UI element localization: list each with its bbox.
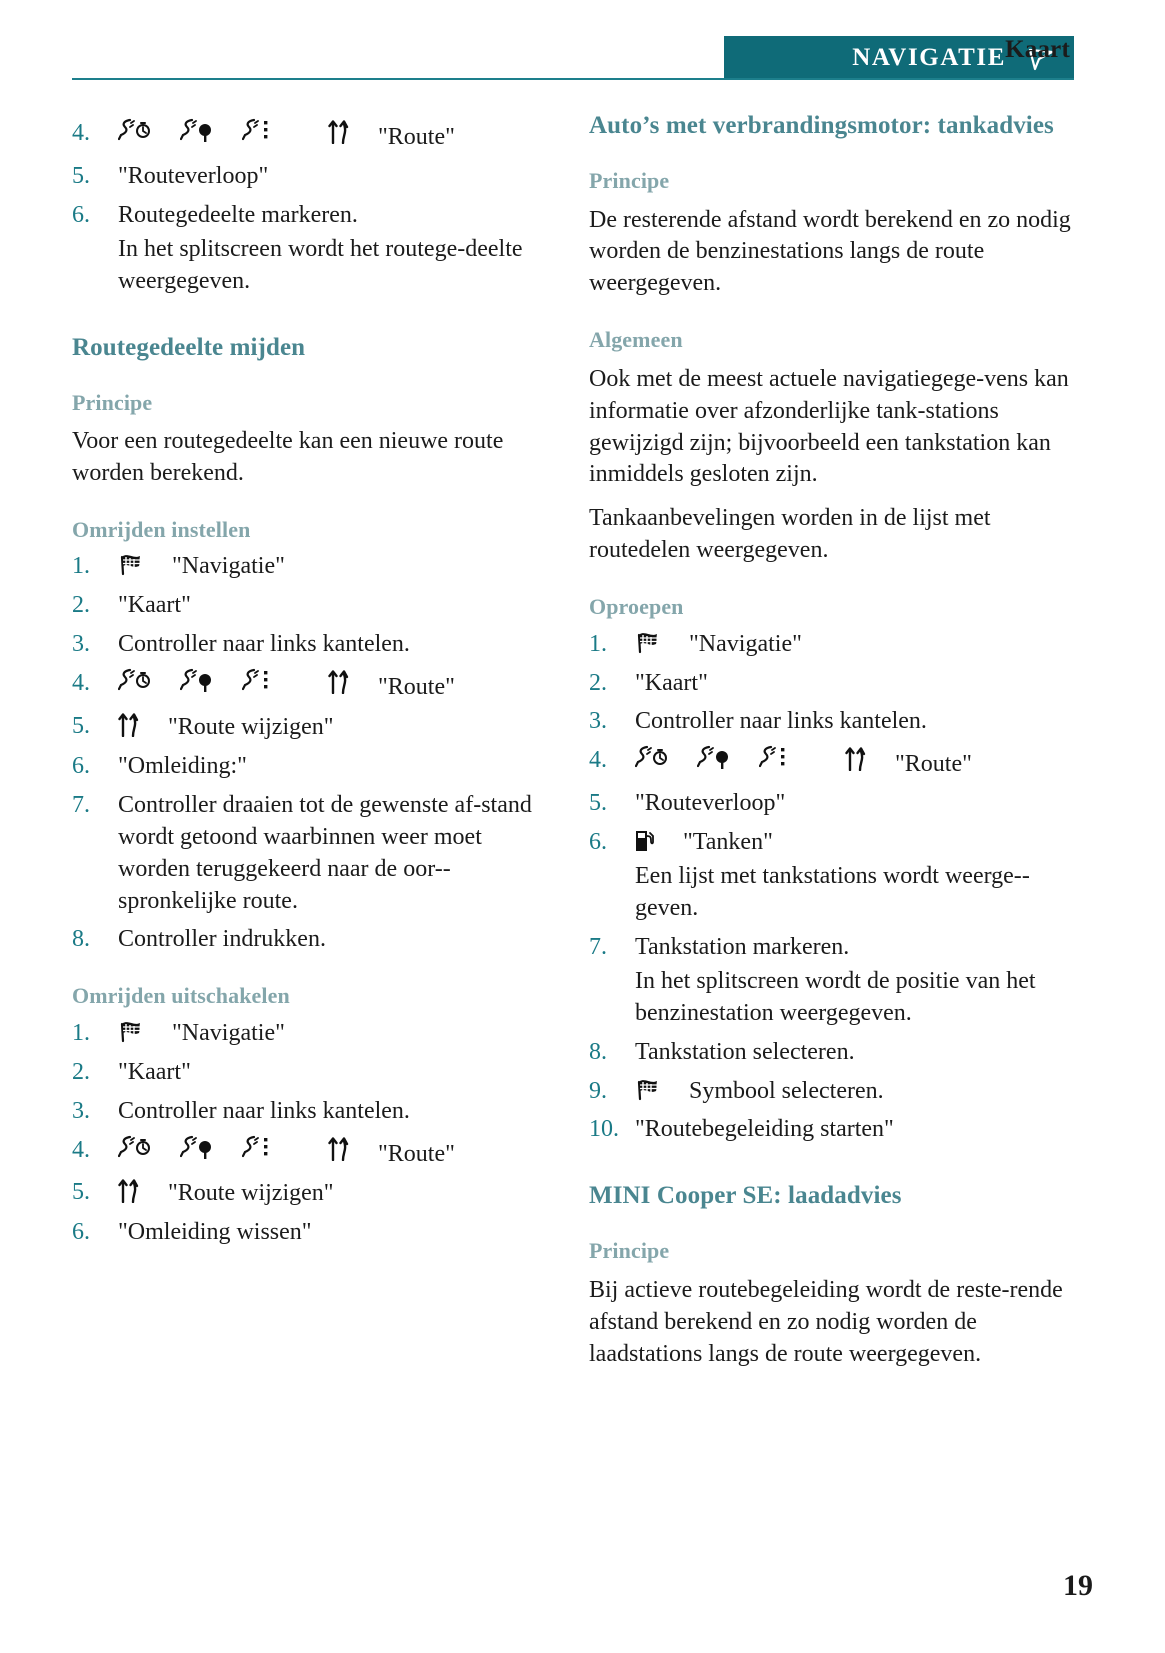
list-item — [72, 551, 542, 583]
step-label: "Navigatie" — [172, 1019, 285, 1046]
list-item — [589, 706, 1074, 738]
route-fork-icon — [328, 1135, 350, 1161]
step-number: 2. — [72, 1058, 90, 1085]
step-number: 1. — [72, 553, 90, 580]
step-label: "Route" — [895, 751, 972, 778]
step-content — [118, 1135, 542, 1171]
list-item — [589, 1076, 1074, 1108]
step-content — [118, 551, 542, 583]
step-number: 3. — [589, 708, 607, 735]
checkered-flag-icon — [118, 552, 144, 576]
step-number: 10. — [589, 1116, 619, 1143]
page-topic-label: Kaart — [1005, 36, 1070, 63]
left-column — [72, 110, 542, 1249]
step-number: 4. — [72, 120, 90, 146]
route-fork-icon — [328, 668, 350, 694]
step-number: 2. — [589, 669, 607, 696]
route-fork-icon — [328, 118, 350, 144]
section-heading-routegedeelte-mijden: Routegedeelte mijden — [72, 333, 306, 361]
principe-paragraph: Bij actieve routebegeleiding wordt de reste-rende afstand berekend en zo nodig worden de laadstations langs de route weergegeven. — [589, 1276, 1063, 1367]
winding-road-tree-icon — [180, 1135, 214, 1161]
step-label: "Routebegeleiding starten" — [635, 1116, 894, 1143]
icon-group — [118, 668, 350, 694]
list-item — [72, 629, 542, 661]
step-number: 4. — [589, 747, 607, 774]
step-number: 6. — [72, 1219, 90, 1246]
winding-road-dots-icon — [242, 668, 276, 694]
winding-road-dots-icon — [242, 118, 276, 144]
step-content — [635, 827, 1074, 859]
subheading-principe: Principe — [589, 1238, 670, 1264]
step-label: Tankstation markeren. — [635, 933, 850, 960]
step-label: "Route" — [378, 674, 455, 701]
step-content — [118, 1018, 542, 1050]
icon-group — [118, 118, 350, 144]
winding-road-dots-icon — [242, 1135, 276, 1161]
step-content — [118, 668, 542, 704]
list-item — [72, 924, 542, 956]
step-content — [635, 1076, 1074, 1108]
list-item — [72, 1177, 542, 1210]
route-fork-icon — [845, 745, 867, 771]
list-item — [72, 590, 542, 622]
step-content — [635, 745, 1074, 781]
list-item-note — [589, 966, 1074, 1030]
list-item — [72, 1018, 542, 1050]
icon-group — [635, 745, 867, 771]
step-label: "Omleiding wissen" — [118, 1219, 312, 1246]
winding-road-tree-icon — [180, 668, 214, 694]
step-number: 6. — [589, 829, 607, 856]
right-column — [589, 110, 1074, 1371]
list-item — [72, 1057, 542, 1089]
winding-road-tree-icon — [697, 745, 731, 771]
list-item — [72, 751, 542, 783]
list-item-note — [72, 234, 542, 298]
step-number: 4. — [72, 1136, 90, 1163]
step-note: In het splitscreen wordt de positie van het benzinestation weergegeven. — [635, 967, 1036, 1026]
step-label: "Kaart" — [118, 1058, 191, 1085]
step-number: 1. — [589, 630, 607, 657]
step-number: 5. — [589, 790, 607, 817]
indent-spacer — [589, 966, 635, 1030]
step-note: In het splitscreen wordt het routege-deelte weergegeven. — [118, 235, 523, 294]
winding-road-clock-icon — [118, 118, 152, 144]
subheading-omrijden-instellen: Omrijden instellen — [72, 516, 251, 542]
step-content — [635, 629, 1074, 661]
step-label: "Route wijzigen" — [168, 1180, 334, 1207]
list-item — [589, 1037, 1074, 1069]
step-label: "Route wijzigen" — [168, 713, 334, 740]
list-item — [589, 745, 1074, 781]
step-label: "Tanken" — [683, 829, 773, 856]
principe-paragraph: De resterende afstand wordt berekend en zo nodig worden de benzinestations langs de route weergegeven. — [589, 206, 1071, 297]
subheading-omrijden-uitschakelen: Omrijden uitschakelen — [72, 983, 290, 1009]
step-number: 1. — [72, 1019, 90, 1046]
step-number: 5. — [72, 712, 90, 739]
principe-paragraph: Voor een routegedeelte kan een nieuwe route worden berekend. — [72, 428, 504, 486]
step-content — [118, 1177, 542, 1210]
step-number: 8. — [589, 1038, 607, 1065]
icon-group — [118, 1135, 350, 1161]
section-heading-tankadvies: Auto’s met verbrandingsmotor: tankadvies — [589, 112, 1054, 139]
section-heading-laadadvies: MINI Cooper SE: laadadvies — [589, 1182, 902, 1210]
list-item — [72, 161, 542, 193]
list-item-note — [589, 861, 1074, 925]
subheading-algemeen: Algemeen — [589, 327, 683, 353]
list-item — [589, 1114, 1074, 1146]
step-label: "Route" — [378, 124, 455, 150]
oproepen-step-list — [589, 629, 1074, 1147]
step-number: 5. — [72, 1179, 90, 1206]
list-item — [72, 790, 542, 918]
omrijden-instellen-step-list — [72, 551, 542, 956]
list-item — [72, 1217, 542, 1249]
list-item — [72, 668, 542, 704]
header-divider — [72, 78, 1074, 80]
indent-spacer — [589, 861, 635, 925]
indent-spacer — [72, 234, 118, 298]
page-number: 19 — [1063, 1569, 1093, 1602]
list-item — [589, 827, 1074, 859]
omrijden-uitschakelen-step-list — [72, 1018, 542, 1249]
list-item — [72, 200, 542, 232]
step-number: 6. — [72, 752, 90, 779]
checkered-flag-icon — [635, 1077, 661, 1101]
step-label: Controller indrukken. — [118, 926, 326, 953]
list-item — [72, 711, 542, 744]
step-label: Controller naar links kantelen. — [635, 708, 927, 735]
checkered-flag-icon — [118, 1019, 144, 1043]
step-number: 7. — [589, 933, 607, 960]
checkered-flag-icon — [635, 630, 661, 654]
step-number: 4. — [72, 670, 90, 697]
list-item — [589, 788, 1074, 820]
winding-road-clock-icon — [118, 668, 152, 694]
step-label: Tankstation selecteren. — [635, 1038, 855, 1065]
step-label: Symbool selecteren. — [689, 1077, 884, 1104]
step-number: 3. — [72, 1097, 90, 1124]
winding-road-dots-icon — [759, 745, 793, 771]
step-number: 8. — [72, 926, 90, 953]
step-label: Controller draaien tot de gewenste af-stand wordt getoond waarbinnen weer moet worden teruggekeerd naar de oor-spronkelijke route. — [118, 791, 532, 914]
step-label: Controller naar links kantelen. — [118, 1097, 410, 1124]
winding-road-tree-icon — [180, 118, 214, 144]
step-number: 5. — [72, 162, 90, 189]
step-label: "Navigatie" — [172, 553, 285, 580]
route-fork-icon — [118, 1177, 140, 1203]
step-number: 3. — [72, 631, 90, 658]
list-item — [589, 668, 1074, 700]
step-number: 7. — [72, 791, 90, 818]
step-label: "Omleiding:" — [118, 752, 247, 779]
subheading-principe: Principe — [72, 389, 153, 415]
page-header — [0, 0, 1165, 95]
step-label: "Kaart" — [635, 669, 708, 696]
step-number: 2. — [72, 592, 90, 619]
step-number: 9. — [589, 1077, 607, 1104]
route-fork-icon — [118, 711, 140, 737]
continued-step-list — [72, 118, 542, 298]
step-number: 6. — [72, 201, 90, 228]
step-label: "Routeverloop" — [635, 790, 786, 817]
list-item — [72, 1135, 542, 1171]
algemeen-paragraph-1: Ook met de meest actuele navigatiegege-vens kan informatie over afzonderlijke tank-stations gewijzigd zijn; bijvoorbeeld een tankstation kan inmiddels gesloten zijn. — [589, 365, 1069, 488]
step-note: Een lijst met tankstations wordt weerge-geven. — [635, 863, 1030, 921]
winding-road-clock-icon — [635, 745, 669, 771]
navigation-section-title: NAVIGATIE — [852, 43, 1006, 71]
step-label: "Routeverloop" — [118, 162, 269, 189]
step-content — [118, 118, 542, 154]
algemeen-paragraph-2: Tankaanbevelingen worden in de lijst met routedelen weergegeven. — [589, 505, 991, 564]
step-label: "Route" — [378, 1140, 455, 1167]
step-content — [118, 711, 542, 744]
list-item — [589, 629, 1074, 661]
list-item — [72, 118, 542, 154]
list-item — [72, 1096, 542, 1128]
step-label: "Navigatie" — [689, 630, 802, 657]
step-label: Controller naar links kantelen. — [118, 631, 410, 658]
subheading-oproepen: Oproepen — [589, 594, 684, 620]
step-label: Routegedeelte markeren. — [118, 201, 358, 228]
list-item — [589, 932, 1074, 964]
fuel-pump-icon — [635, 828, 655, 852]
step-label: "Kaart" — [118, 592, 191, 619]
subheading-principe: Principe — [589, 168, 670, 193]
winding-road-clock-icon — [118, 1135, 152, 1161]
